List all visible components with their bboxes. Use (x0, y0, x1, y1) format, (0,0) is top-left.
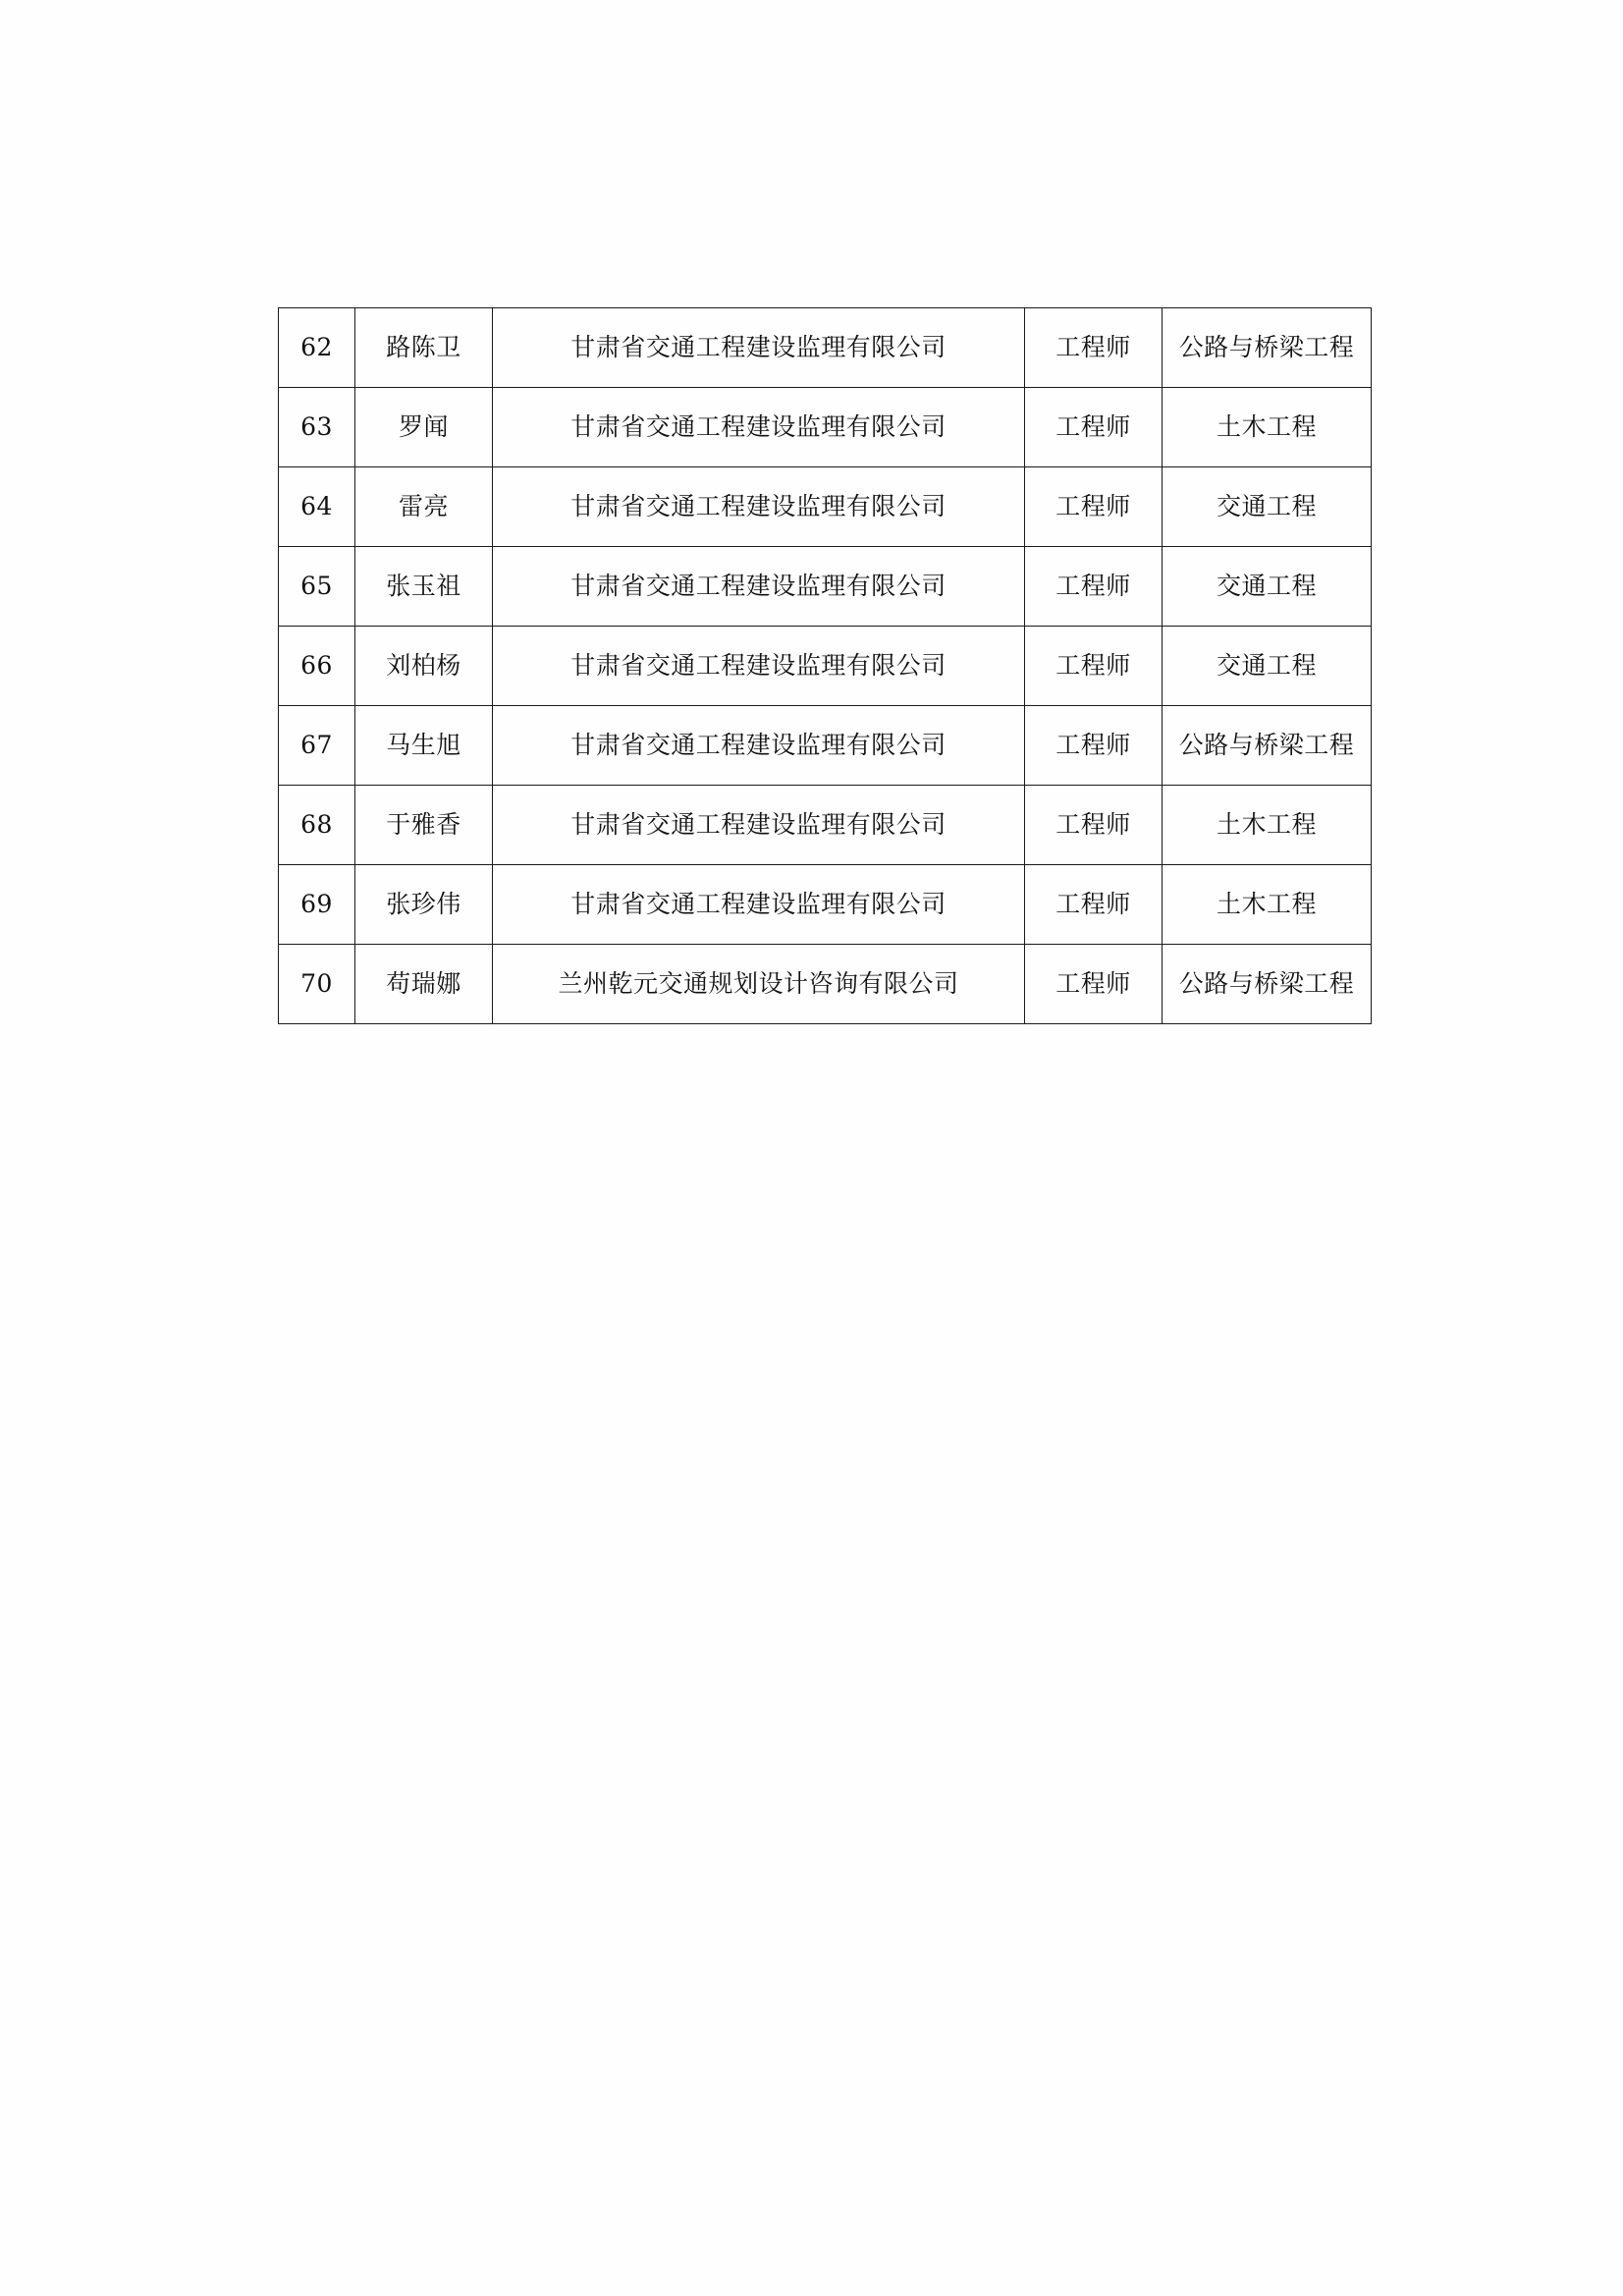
cell-major: 交通工程 (1163, 547, 1372, 627)
table-row (279, 388, 1372, 467)
cell-organization: 甘肃省交通工程建设监理有限公司 (493, 627, 1025, 706)
cell-index: 64 (279, 467, 355, 547)
cell-name: 苟瑞娜 (355, 945, 493, 1024)
cell-title: 工程师 (1025, 547, 1163, 627)
cell-name: 张玉祖 (355, 547, 493, 627)
cell-index: 65 (279, 547, 355, 627)
cell-index: 62 (279, 308, 355, 388)
personnel-table (278, 307, 1372, 1024)
table-body (279, 308, 1372, 1024)
cell-organization: 甘肃省交通工程建设监理有限公司 (493, 308, 1025, 388)
cell-organization: 兰州乾元交通规划设计咨询有限公司 (493, 945, 1025, 1024)
cell-title: 工程师 (1025, 308, 1163, 388)
table-row (279, 786, 1372, 865)
cell-organization: 甘肃省交通工程建设监理有限公司 (493, 388, 1025, 467)
cell-title: 工程师 (1025, 945, 1163, 1024)
cell-major: 土木工程 (1163, 388, 1372, 467)
cell-major: 交通工程 (1163, 467, 1372, 547)
cell-major: 交通工程 (1163, 627, 1372, 706)
cell-major: 土木工程 (1163, 865, 1372, 945)
table-row (279, 308, 1372, 388)
cell-major: 公路与桥梁工程 (1163, 945, 1372, 1024)
cell-organization: 甘肃省交通工程建设监理有限公司 (493, 467, 1025, 547)
cell-organization: 甘肃省交通工程建设监理有限公司 (493, 547, 1025, 627)
cell-index: 66 (279, 627, 355, 706)
table-row (279, 945, 1372, 1024)
cell-organization: 甘肃省交通工程建设监理有限公司 (493, 865, 1025, 945)
cell-title: 工程师 (1025, 865, 1163, 945)
table-row (279, 467, 1372, 547)
cell-title: 工程师 (1025, 627, 1163, 706)
cell-major: 公路与桥梁工程 (1163, 706, 1372, 786)
cell-index: 63 (279, 388, 355, 467)
cell-name: 刘柏杨 (355, 627, 493, 706)
table-row (279, 627, 1372, 706)
cell-name: 于雅香 (355, 786, 493, 865)
cell-title: 工程师 (1025, 388, 1163, 467)
cell-name: 路陈卫 (355, 308, 493, 388)
cell-title: 工程师 (1025, 706, 1163, 786)
table-row (279, 547, 1372, 627)
cell-organization: 甘肃省交通工程建设监理有限公司 (493, 706, 1025, 786)
table-row (279, 706, 1372, 786)
cell-major: 公路与桥梁工程 (1163, 308, 1372, 388)
cell-major: 土木工程 (1163, 786, 1372, 865)
cell-index: 68 (279, 786, 355, 865)
cell-name: 雷亮 (355, 467, 493, 547)
table-row (279, 865, 1372, 945)
cell-name: 罗闻 (355, 388, 493, 467)
cell-index: 70 (279, 945, 355, 1024)
cell-index: 67 (279, 706, 355, 786)
cell-name: 张珍伟 (355, 865, 493, 945)
cell-index: 69 (279, 865, 355, 945)
cell-organization: 甘肃省交通工程建设监理有限公司 (493, 786, 1025, 865)
cell-title: 工程师 (1025, 467, 1163, 547)
cell-title: 工程师 (1025, 786, 1163, 865)
cell-name: 马生旭 (355, 706, 493, 786)
